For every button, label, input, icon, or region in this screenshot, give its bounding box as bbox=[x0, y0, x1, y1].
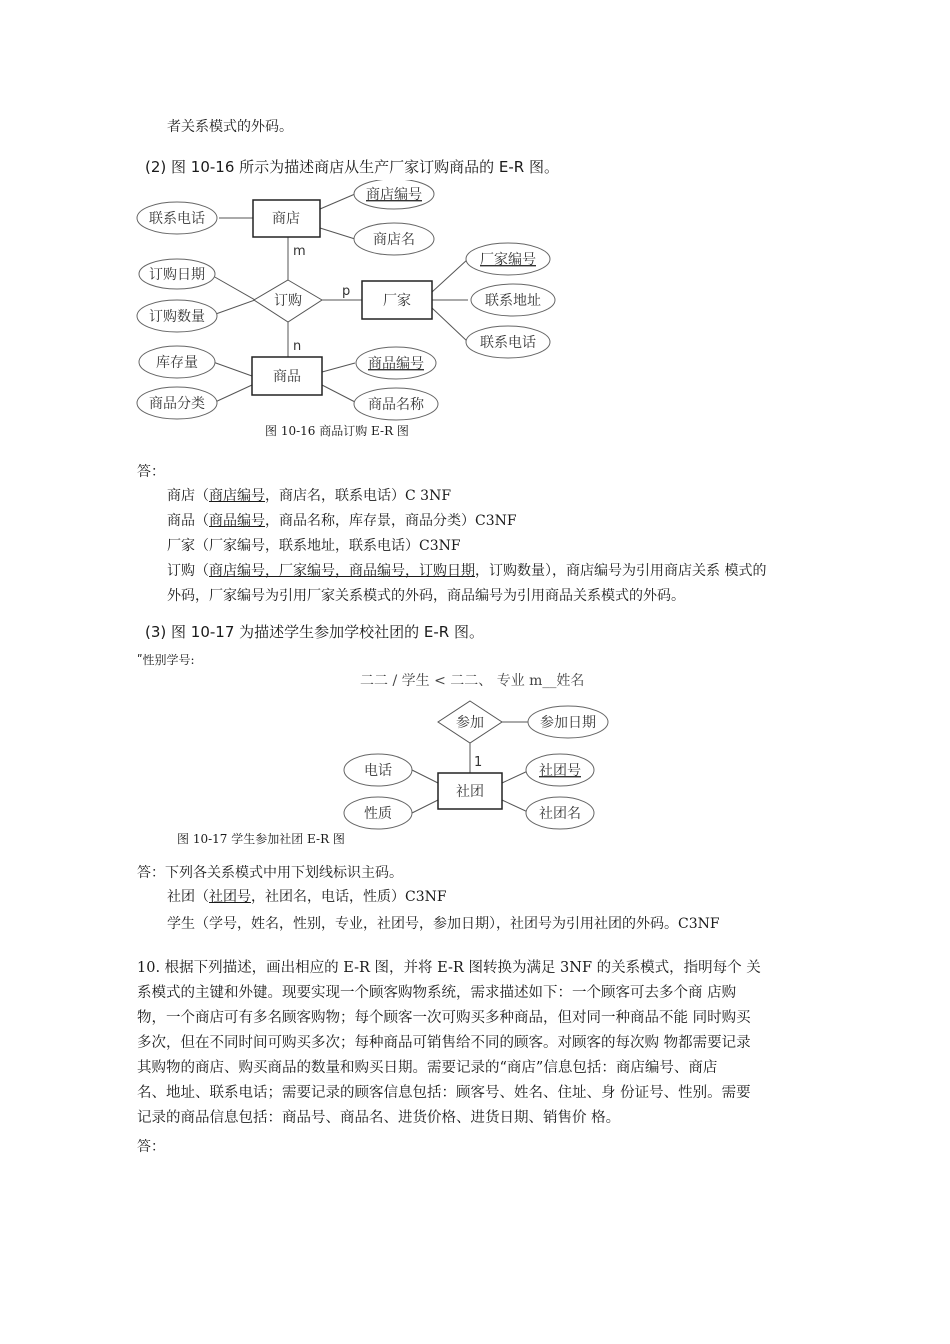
q3-answer-club: 社团（社团号，社团名，电话，性质）C3NF bbox=[167, 889, 447, 905]
q2-answer-label: 答： bbox=[137, 464, 165, 480]
attr-order-date: 订购日期 bbox=[149, 267, 205, 283]
attr-club-name: 社团名 bbox=[539, 806, 581, 822]
q10-line-3: 物，一个商店可有多名顾客购物；每个顾客一次可购买多种商品，但对同一种商品不能 同时购买 bbox=[137, 1010, 751, 1026]
q10-line-4: 多次，但在不同时间可购买多次；每种商品可销售给不同的顾客。对顾客的每次购 物都需要记录 bbox=[137, 1035, 751, 1051]
entity-factory-label: 厂家 bbox=[383, 293, 411, 309]
attr-factory-addr: 联系地址 bbox=[485, 293, 541, 309]
cardinality-p: p bbox=[342, 284, 351, 299]
q10-line-7: 记录的商品信息包括：商品号、商品名、进货价格、进货日期、销售价 格。 bbox=[137, 1110, 621, 1126]
primary-key: 社团号 bbox=[209, 889, 251, 905]
attr-club-phone: 电话 bbox=[364, 763, 392, 779]
entity-store-label: 商店 bbox=[272, 211, 300, 227]
q2-heading: (2) 图 10-16 所示为描述商店从生产厂家订购商品的 E-R 图。 bbox=[145, 158, 559, 176]
cardinality-n: n bbox=[293, 339, 302, 354]
q10-line-6: 名、地址、联系电话；需要记录的顾客信息包括：顾客号、姓名、住址、身 份证号、性别。需要 bbox=[137, 1085, 751, 1101]
attr-goods-name: 商品名称 bbox=[368, 397, 424, 413]
q10-line-5: 其购物的商店、购买商品的数量和购买日期。需要记录的“商店”信息包括：商店编号、商店 bbox=[137, 1060, 718, 1076]
entity-goods-label: 商品 bbox=[273, 369, 301, 385]
entity-club-label: 社团 bbox=[456, 784, 484, 800]
relationship-join-label: 参加 bbox=[456, 715, 484, 731]
q10-line-1: 10. 根据下列描述，画出相应的 E-R 图，并将 E-R 图转换为满足 3NF 的关系模式，指明每个 关 bbox=[137, 960, 761, 976]
primary-key: 商品编号 bbox=[209, 513, 265, 529]
attr-goods-cat: 商品分类 bbox=[149, 396, 205, 412]
cardinality-m: m bbox=[293, 244, 306, 259]
figure-10-16-caption: 图 10-16 商品订购 E-R 图 bbox=[265, 424, 409, 438]
attr-store-phone: 联系电话 bbox=[149, 211, 205, 227]
primary-key: 商店编号 bbox=[209, 488, 265, 504]
q2-answer-order-cont: 外码，厂家编号为引用厂家关系模式的外码，商品编号为引用商品关系模式的外码。 bbox=[167, 588, 685, 604]
cardinality-1: 1 bbox=[474, 755, 483, 770]
attr-club-nature: 性质 bbox=[364, 806, 392, 822]
q3-answer-intro: 答：下列各关系模式中用下划线标识主码。 bbox=[137, 865, 403, 881]
attr-stock: 库存量 bbox=[156, 355, 198, 371]
attr-club-id: 社团号 bbox=[539, 763, 581, 779]
relationship-order-label: 订购 bbox=[274, 293, 302, 309]
figure-10-17-caption: 图 10-17 学生参加社团 E-R 图 bbox=[177, 832, 345, 846]
q10-line-2: 系模式的主键和外键。现要实现一个顾客购物系统，需求描述如下：一个顾客可去多个商 店购 bbox=[137, 985, 737, 1001]
q2-answer-order: 订购（商店编号，厂家编号，商品编号，订购日期，订购数量），商店编号为引用商店关系 模式的 bbox=[167, 563, 767, 579]
attr-factory-id: 厂家编号 bbox=[480, 252, 536, 268]
er-diagram-10-16 bbox=[130, 180, 560, 430]
q2-answer-factory: 厂家（厂家编号，联系地址，联系电话）C3NF bbox=[167, 538, 461, 554]
primary-key: 商店编号，厂家编号，商品编号，订购日期 bbox=[209, 563, 475, 579]
q3-ocr-line-2: 二二 / 学生 < 二二、 专业 m__姓名 bbox=[360, 673, 585, 689]
q3-answer-student: 学生（学号，姓名，性别，专业，社团号，参加日期），社团号为引用社团的外码。C3NF bbox=[167, 916, 720, 932]
q3-heading: (3) 图 10-17 为描述学生参加学校社团的 E-R 图。 bbox=[145, 623, 484, 641]
attr-goods-id: 商品编号 bbox=[368, 356, 424, 372]
q2-answer-goods: 商品（商品编号，商品名称，库存景，商品分类）C3NF bbox=[167, 513, 517, 529]
q10-answer-label: 答： bbox=[137, 1139, 165, 1155]
attr-store-id: 商店编号 bbox=[366, 187, 422, 203]
q2-answer-store: 商店（商店编号，商店名，联系电话）C 3NF bbox=[167, 488, 452, 504]
attr-order-qty: 订购数量 bbox=[149, 309, 205, 325]
er-diagram-10-17 bbox=[340, 695, 620, 835]
q3-ocr-line-1: ʺ性别学号: bbox=[137, 653, 195, 667]
intro-line: 者关系模式的外码。 bbox=[167, 119, 293, 135]
attr-factory-phone: 联系电话 bbox=[480, 335, 536, 351]
attr-join-date: 参加日期 bbox=[540, 715, 596, 731]
attr-store-name: 商店名 bbox=[373, 232, 415, 248]
